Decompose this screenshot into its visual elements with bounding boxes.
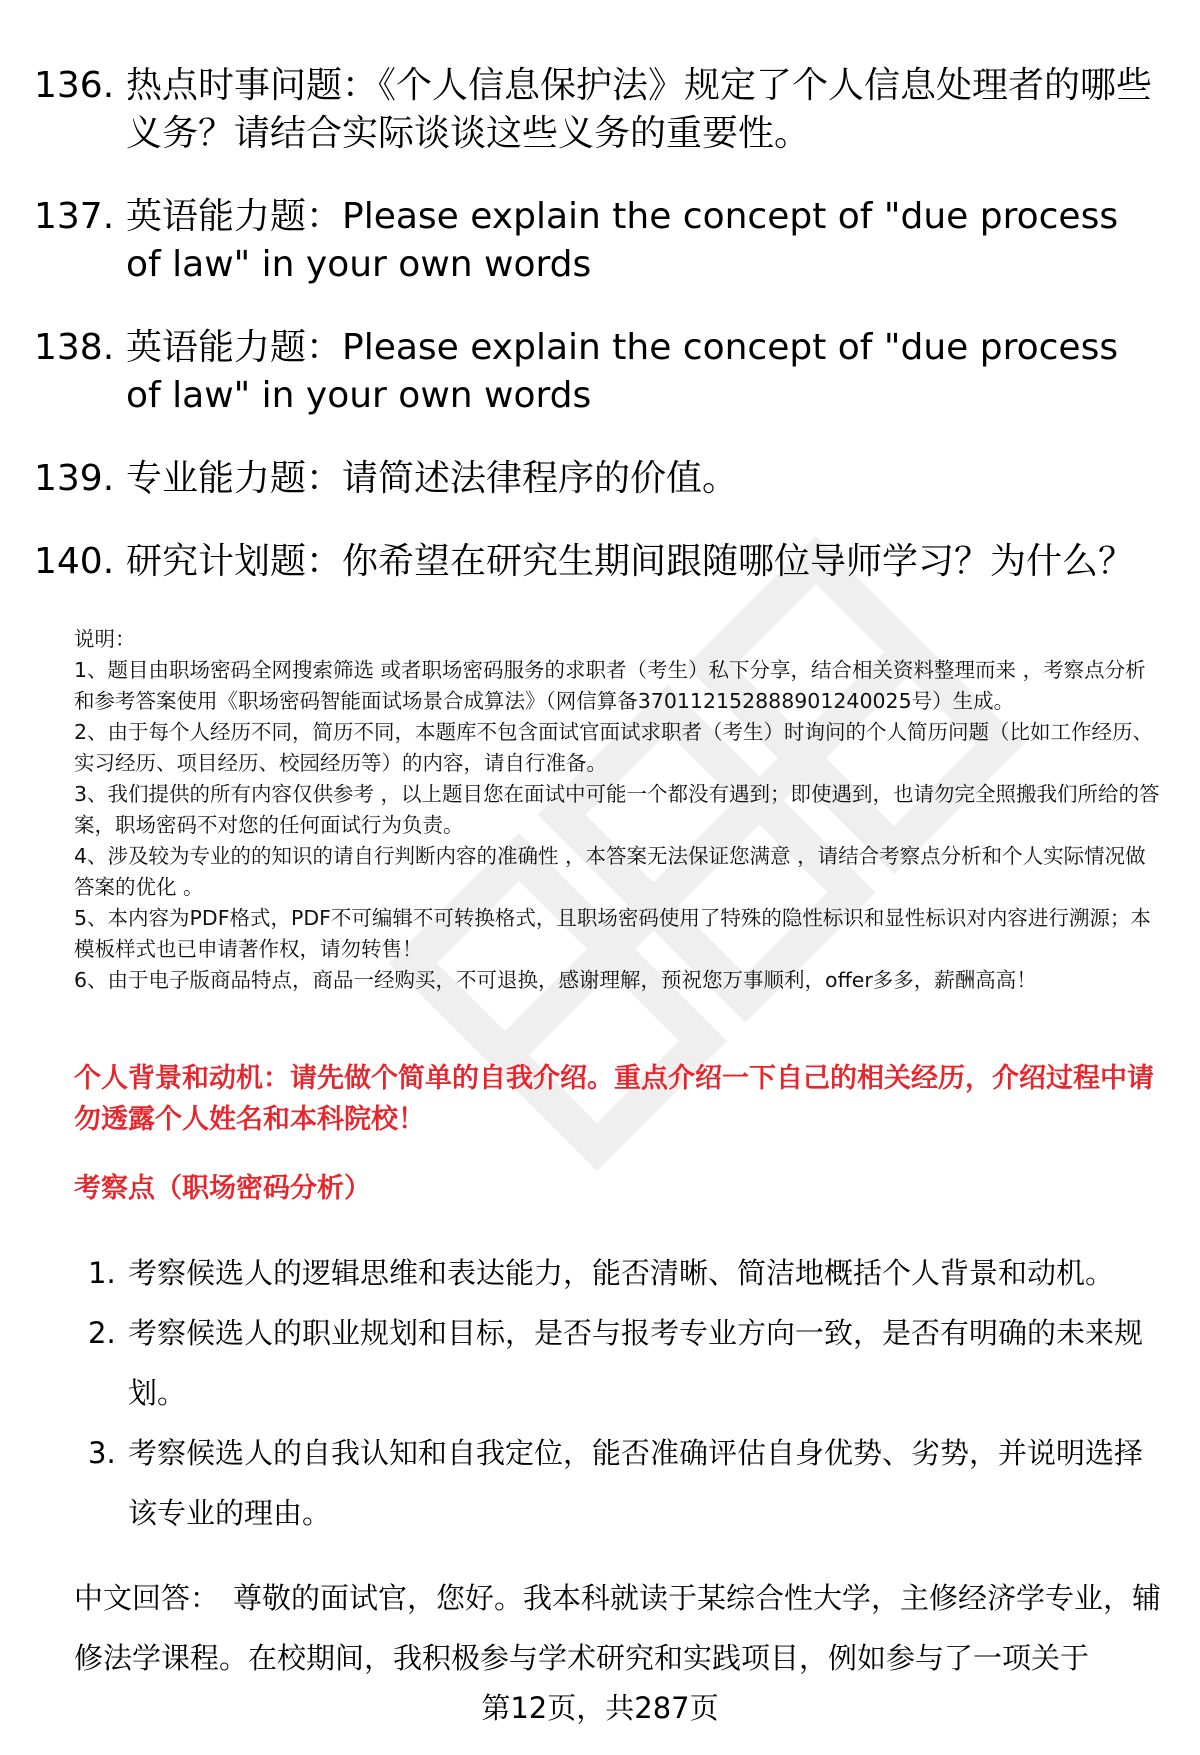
page-footer: 第12页，共287页: [481, 1691, 719, 1725]
analysis-item: [88, 1303, 1168, 1423]
question-item: [34, 538, 1154, 586]
analysis-number: 2.: [88, 1316, 116, 1350]
note-item: 2、由于每个人经历不同，简历不同，本题库不包含面试官面试求职者（考生）时询问的个人简历问题（比如工作经历、实习经历、项目经历、校园经历等）的内容，请自行准备。: [74, 720, 1154, 775]
question-item: [34, 324, 1154, 420]
question-item: [34, 193, 1154, 289]
question-text: 英语能力题：Please explain the concept of "due process of law" in your own words: [126, 196, 1119, 285]
answer-label: 中文回答：: [74, 1581, 220, 1615]
question-text: 专业能力题：请简述法律程序的价值。: [126, 458, 739, 499]
question-item: [34, 455, 1154, 503]
note-item: 1、题目由职场密码全网搜索筛选 或者职场密码服务的求职者（考生）私下分享，结合相关资料整理而来 ，考察点分析和参考答案使用《职场密码智能面试场景合成算法》（网信算备370112152888901240025号）生成。: [74, 658, 1146, 713]
analysis-text: 考察候选人的自我认知和自我定位，能否准确评估自身优势、劣势，并说明选择该专业的理由。: [128, 1436, 1144, 1530]
notes-section: [74, 624, 1164, 996]
question-text: 英语能力题：Please explain the concept of "due process of law" in your own words: [126, 327, 1119, 416]
analysis-item: [88, 1423, 1168, 1543]
background-question-heading: 个人背景和动机：请先做个简单的自我介绍。重点介绍一下自己的相关经历，介绍过程中请勿透露个人姓名和本科院校！: [74, 1063, 1154, 1135]
answer-paragraph: [74, 1568, 1164, 1688]
note-item: 3、我们提供的所有内容仅供参考 ，以上题目您在面试中可能一个都没有遇到；即使遇到，也请勿完全照搬我们所给的答案，职场密码不对您的任何面试行为负责。: [74, 782, 1160, 837]
question-number: 139.: [34, 458, 115, 499]
question-text: 研究计划题：你希望在研究生期间跟随哪位导师学习？为什么？: [126, 541, 1135, 582]
analysis-heading: 考察点（职场密码分析）: [74, 1173, 371, 1204]
analysis-list: [88, 1243, 1168, 1543]
question-number: 140.: [34, 541, 115, 582]
note-item: 6、由于电子版商品特点，商品一经购买，不可退换，感谢理解，预祝您万事顺利，offer多多，薪酬高高！: [74, 968, 1037, 992]
note-item: 5、本内容为PDF格式，PDF不可编辑不可转换格式，且职场密码使用了特殊的隐性标识和显性标识对内容进行溯源；本模板样式也已申请著作权，请勿转售！: [74, 906, 1151, 961]
notes-title: 说明：: [74, 627, 136, 651]
answer-text: 尊敬的面试官，您好。我本科就读于某综合性大学，主修经济学专业，辅修法学课程。在校期间，我积极参与学术研究和实践项目，例如参与了一项关于: [74, 1581, 1162, 1675]
question-number: 138.: [34, 327, 115, 368]
analysis-number: 3.: [88, 1436, 116, 1470]
question-number: 137.: [34, 196, 115, 237]
note-item: 4、涉及较为专业的的知识的请自行判断内容的准确性 ，本答案无法保证您满意 ，请结合考察点分析和个人实际情况做答案的优化 。: [74, 844, 1146, 899]
question-text: 热点时事问题：《个人信息保护法》规定了个人信息处理者的哪些义务？请结合实际谈谈这些义务的重要性。: [126, 65, 1153, 154]
analysis-number: 1.: [88, 1256, 116, 1290]
analysis-item: [88, 1243, 1168, 1303]
question-list: [34, 62, 1154, 621]
question-number: 136.: [34, 65, 115, 106]
analysis-text: 考察候选人的逻辑思维和表达能力，能否清晰、简洁地概括个人背景和动机。: [128, 1256, 1115, 1290]
analysis-text: 考察候选人的职业规划和目标，是否与报考专业方向一致，是否有明确的未来规划。: [128, 1316, 1144, 1410]
question-item: [34, 62, 1154, 158]
